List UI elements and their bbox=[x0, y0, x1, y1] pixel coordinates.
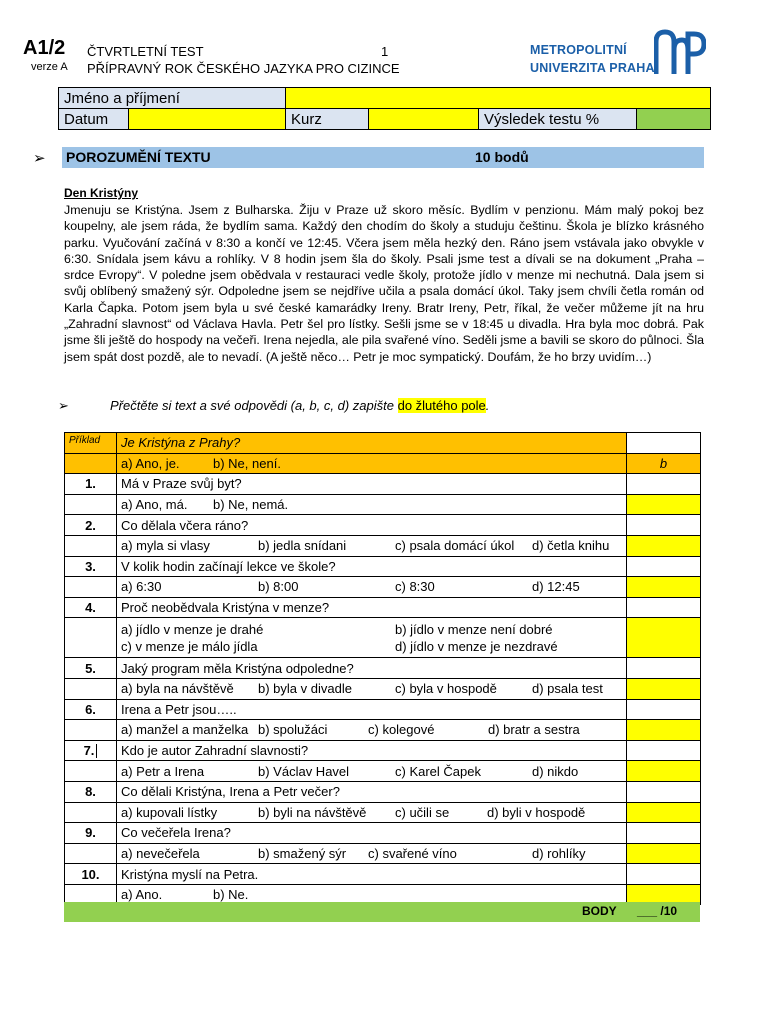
page-number: 1 bbox=[381, 44, 389, 59]
question-row bbox=[65, 515, 701, 536]
option-d: d) rohlíky bbox=[532, 845, 586, 861]
question-number: 9. bbox=[65, 823, 117, 844]
instruction-text: Přečtěte si text a své odpovědi (a, b, c, d) zapište bbox=[110, 398, 398, 413]
name-label: Jméno a příjmení bbox=[59, 88, 286, 109]
question-row bbox=[65, 597, 701, 618]
answer-field-2[interactable] bbox=[627, 535, 701, 556]
question-number: 8. bbox=[65, 781, 117, 802]
question-row bbox=[65, 474, 701, 495]
instruction-highlight: do žlutého pole bbox=[397, 398, 486, 413]
option-c: c) psala domácí úkol bbox=[395, 538, 515, 554]
question-number: 3. bbox=[65, 556, 117, 577]
example-option-b: b) Ne, není. bbox=[213, 455, 281, 471]
question-row bbox=[65, 781, 701, 802]
question-number: 4. bbox=[65, 597, 117, 618]
question-number: 5. bbox=[65, 658, 117, 679]
question-number: 6. bbox=[65, 699, 117, 720]
arrow-bullet-icon: ➢ bbox=[58, 398, 69, 413]
result-field[interactable] bbox=[637, 109, 711, 130]
reading-body: Jmenuju se Kristýna. Jsem z Bulharska. Žiju v Praze už skoro měsíc. Bydlím v penzionu. Mám malý pokoj bez koupelny, ale jsem ráda, že bydlím sama. Každý den chodím do školy a studuju češtinu. Škola je blízko krásného parku. Vyučování začíná v 8:30 a končí ve 12:45. Včera jsem měla hezký den. Ráno jsem vstávala jako obvykle v 6:30. Snídala jsem kávu a rohlíky. V 8 hodin jsem šla do školy. Psali jsme test a dívali se na dokument „Praha – srdce Evropy“. V poledne jsem obědvala v restauraci vedle školy, protože jídlo v menze mi nechutná. Dala jsem si svůj oblíbený smažený sýr. Odpoledne jsem se nejdříve učila a psala domácí úkol. Taky jsem chvíli četla román od Karla Čapka. Potom jsem byla u své české kamarádky Ireny. Bratr Ireny, Petr, říkal, že večer můžeme jít na hru „Zahradní slavnost“ od Václava Havla. Petr šel pro lístky. Sešli jsme se v 18:45 u divadla. Hra byla moc dobrá. Pak jsme šli ještě do hospody na večeři. Irena nejedla, ale pila svařené víno. Seděli jsme a bavili se skoro do půlnoci. Šla jsem spát dost pozdě, ale to nevadí. (A ještě něco… Petr je moc sympatický. Doufám, že ho brzy uvidím…) bbox=[64, 203, 704, 364]
options-row bbox=[65, 761, 701, 782]
options-row bbox=[65, 535, 701, 556]
course-label: Kurz bbox=[286, 109, 369, 130]
question-text: Co dělali Kristýna, Irena a Petr večer? bbox=[117, 781, 627, 802]
logo-text-line2: UNIVERZITA PRAHA bbox=[530, 61, 655, 75]
question-text: Kristýna myslí na Petra. bbox=[117, 864, 627, 885]
option-a: a) kupovali lístky bbox=[121, 804, 218, 820]
question-text: Jaký program měla Kristýna odpoledne? bbox=[117, 658, 627, 679]
example-blank bbox=[627, 433, 701, 454]
option-c: c) svařené víno bbox=[368, 845, 457, 861]
question-text: Proč neobědvala Kristýna v menze? bbox=[117, 597, 627, 618]
example-question-row bbox=[65, 433, 701, 454]
question-text: V kolik hodin začínají lekce ve škole? bbox=[117, 556, 627, 577]
section-points: 10 bodů bbox=[475, 149, 529, 165]
question-number: 1. bbox=[65, 474, 117, 495]
option-b: b) 8:00 bbox=[258, 579, 299, 595]
example-answer: b bbox=[627, 453, 701, 474]
quiz-table bbox=[64, 432, 701, 905]
question-row bbox=[65, 864, 701, 885]
question-text: Kdo je autor Zahradní slavnosti? bbox=[117, 740, 627, 761]
answer-field-3[interactable] bbox=[627, 577, 701, 598]
option-c: c) kolegové bbox=[368, 722, 435, 738]
answer-field-9[interactable] bbox=[627, 843, 701, 864]
option-b: b) Ne, nemá. bbox=[213, 497, 289, 513]
option-a: a) manžel a manželka bbox=[121, 722, 249, 738]
option-b: b) Ne. bbox=[213, 887, 249, 903]
option-d: d) 12:45 bbox=[532, 579, 580, 595]
option-d: d) jídlo v menze je nezdravé bbox=[395, 638, 558, 654]
option-c: c) v menze je málo jídla bbox=[121, 638, 258, 654]
name-field[interactable] bbox=[286, 88, 711, 109]
question-number: 7. bbox=[65, 740, 117, 761]
example-option-a: a) Ano, je. bbox=[121, 455, 180, 471]
example-question: Je Kristýna z Prahy? bbox=[117, 433, 627, 454]
answer-field-1[interactable] bbox=[627, 494, 701, 515]
question-row bbox=[65, 740, 701, 761]
option-a: a) byla na návštěvě bbox=[121, 681, 234, 697]
answer-field-4[interactable] bbox=[627, 618, 701, 658]
options-row bbox=[65, 494, 701, 515]
text-cursor bbox=[96, 744, 97, 758]
option-a: a) Ano, má. bbox=[121, 497, 188, 513]
student-info-form bbox=[58, 87, 711, 130]
options-row bbox=[65, 618, 701, 658]
options-row bbox=[65, 720, 701, 741]
option-b: b) Václav Havel bbox=[258, 763, 350, 779]
question-row bbox=[65, 699, 701, 720]
answer-field-8[interactable] bbox=[627, 802, 701, 823]
option-d: d) byli v hospodě bbox=[487, 804, 586, 820]
option-a: a) jídlo v menze je drahé bbox=[121, 621, 264, 637]
options-row bbox=[65, 577, 701, 598]
reading-title: Den Kristýny bbox=[64, 186, 139, 200]
example-num-blank bbox=[65, 453, 117, 474]
option-b: b) jedla snídani bbox=[258, 538, 347, 554]
score-label: BODY bbox=[582, 904, 617, 918]
date-label: Datum bbox=[59, 109, 129, 130]
arrow-bullet-icon: ➢ bbox=[33, 150, 46, 167]
example-label: Příklad bbox=[65, 433, 117, 454]
option-b: b) spolužáci bbox=[258, 722, 328, 738]
answer-field-7[interactable] bbox=[627, 761, 701, 782]
question-number: 2. bbox=[65, 515, 117, 536]
question-row bbox=[65, 658, 701, 679]
logo-text-line1: METROPOLITNÍ bbox=[530, 43, 627, 57]
instruction-end: . bbox=[485, 398, 490, 413]
options-row bbox=[65, 678, 701, 699]
level-label: A1/2 bbox=[23, 37, 66, 59]
option-c: c) byla v hospodě bbox=[395, 681, 497, 697]
question-text: Má v Praze svůj byt? bbox=[117, 474, 627, 495]
option-a: a) Petr a Irena bbox=[121, 763, 205, 779]
options-row bbox=[65, 843, 701, 864]
option-a: a) nevečeřela bbox=[121, 845, 200, 861]
test-subtitle: PŘÍPRAVNÝ ROK ČESKÉHO JAZYKA PRO CIZINCE bbox=[87, 61, 400, 76]
result-label: Výsledek testu % bbox=[479, 109, 637, 130]
variant-label: verze A bbox=[31, 61, 68, 73]
question-text: Irena a Petr jsou….. bbox=[117, 699, 627, 720]
course-field[interactable] bbox=[369, 109, 479, 130]
question-text: Co večeřela Irena? bbox=[117, 823, 627, 844]
mup-logo-icon bbox=[654, 28, 706, 78]
option-d: d) četla knihu bbox=[532, 538, 610, 554]
options-row bbox=[65, 802, 701, 823]
option-a: a) Ano. bbox=[121, 887, 163, 903]
option-d: d) psala test bbox=[532, 681, 603, 697]
option-c: c) 8:30 bbox=[395, 579, 435, 595]
option-c: c) učili se bbox=[395, 804, 450, 820]
instruction bbox=[110, 398, 489, 413]
option-b: b) byla v divadle bbox=[258, 681, 352, 697]
option-d: d) bratr a sestra bbox=[488, 722, 580, 738]
answer-field-6[interactable] bbox=[627, 720, 701, 741]
question-text: Co dělala včera ráno? bbox=[117, 515, 627, 536]
date-field[interactable] bbox=[129, 109, 286, 130]
question-number: 10. bbox=[65, 864, 117, 885]
question-row bbox=[65, 823, 701, 844]
option-a: a) 6:30 bbox=[121, 579, 162, 595]
test-title: ČTVRTLETNÍ TEST bbox=[87, 44, 204, 59]
answer-field-5[interactable] bbox=[627, 678, 701, 699]
option-a: a) myla si vlasy bbox=[121, 538, 210, 554]
score-field[interactable]: ___ /10 bbox=[637, 904, 678, 918]
option-d: d) nikdo bbox=[532, 763, 579, 779]
university-logo bbox=[530, 28, 705, 80]
section-title: POROZUMĚNÍ TEXTU bbox=[66, 149, 211, 165]
option-b: b) smažený sýr bbox=[258, 845, 347, 861]
option-b: b) byli na návštěvě bbox=[258, 804, 367, 820]
option-c: c) Karel Čapek bbox=[395, 763, 481, 779]
example-options-row bbox=[65, 453, 701, 474]
option-b: b) jídlo v menze není dobré bbox=[395, 621, 553, 637]
question-row bbox=[65, 556, 701, 577]
